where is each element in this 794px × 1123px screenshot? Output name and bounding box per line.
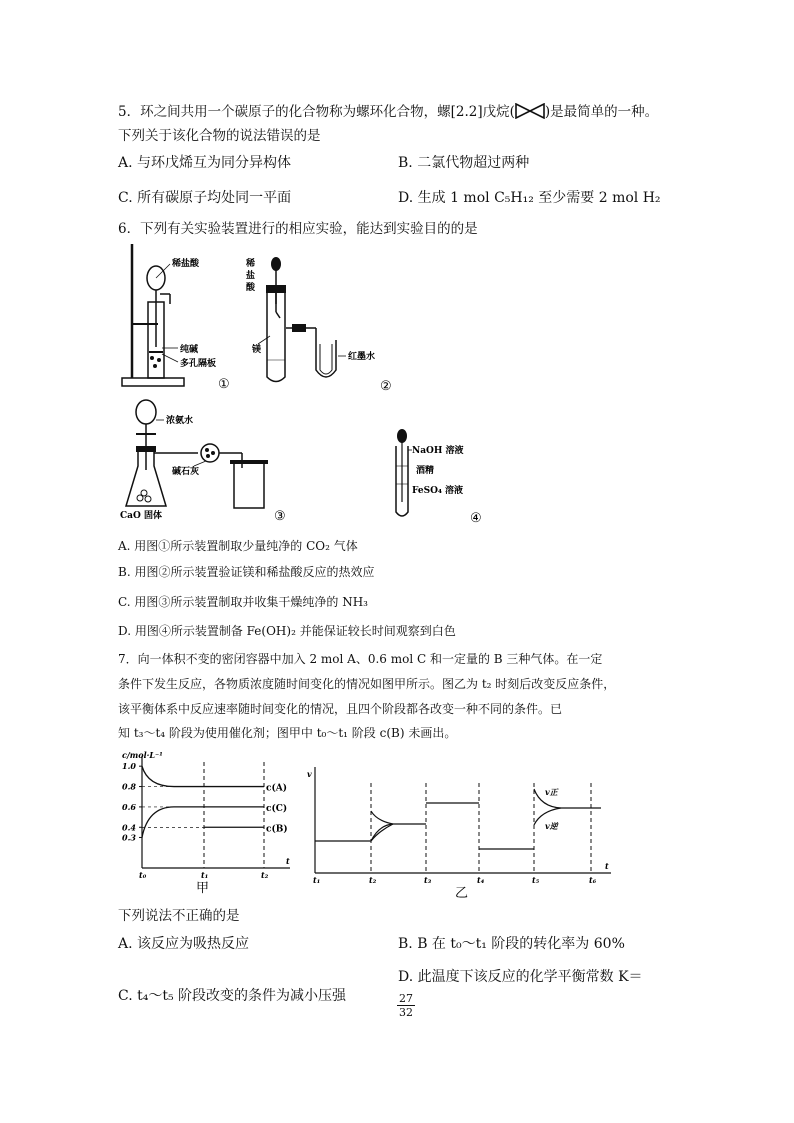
q7-option-d: D. 此温度下该反应的化学平衡常数 K＝ xyxy=(398,969,643,985)
apparatus-figure-3 xyxy=(118,398,298,524)
label-magnesium: 镁 xyxy=(252,345,262,355)
x-axis-label-t: t xyxy=(605,861,609,871)
q7-stem-line3: 该平衡体系中反应速率随时间变化的情况，且四个阶段都各改变一种不同的条件。已 xyxy=(118,702,563,716)
svg-text:盐: 盐 xyxy=(246,271,256,281)
q6-option-b: B. 用图②所示装置验证镁和稀盐酸反应的热效应 xyxy=(118,565,375,579)
y-axis-label: c/mol·L⁻¹ xyxy=(122,750,163,760)
y-axis-label-v: v xyxy=(307,769,312,779)
y-tick-label: 0.6 xyxy=(122,801,136,812)
x-tick-label: t₆ xyxy=(589,875,597,885)
figure-number-3: ③ xyxy=(274,509,286,524)
figure-number-4: ④ xyxy=(470,511,482,524)
svg-text:稀: 稀 xyxy=(246,259,256,269)
x-tick-label: t₄ xyxy=(477,875,485,885)
series-label: c(B) xyxy=(266,824,288,835)
label-conc-ammonia: 浓氨水 xyxy=(166,416,194,426)
x-tick-label: t₁ xyxy=(313,875,321,885)
label-v-forward: v正 xyxy=(545,787,558,797)
label-v-reverse: v逆 xyxy=(545,821,558,831)
y-tick-label: 0.8 xyxy=(122,781,136,792)
y-tick-label: 0.4 xyxy=(122,822,136,833)
q5-stem-line1: 5．环之间共用一个碳原子的化合物称为螺环化合物，螺[2.2]戊烷( )是最简单的一种。 xyxy=(118,104,659,120)
chart-title-yi: 乙 xyxy=(455,886,469,901)
figure-number-2: ② xyxy=(380,379,392,392)
x-tick-label: t₀ xyxy=(139,870,147,880)
label-red-ink: 红墨水 xyxy=(348,352,376,362)
x-axis-label: t xyxy=(286,856,290,866)
k-numerator: 27 xyxy=(399,992,413,1005)
x-tick-label: t₅ xyxy=(532,875,540,885)
q7-after-text: 下列说法不正确的是 xyxy=(118,908,240,924)
y-tick-label: 0.3 xyxy=(122,832,136,843)
series-line-c(C) xyxy=(142,807,264,838)
rate-curve-t2-lower xyxy=(371,824,393,841)
q7-stem-line4: 知 t₃～t₄ 阶段为使用催化剂；图甲中 t₀～t₁ 阶段 c(B) 未画出。 xyxy=(118,726,457,740)
x-tick-label: t₁ xyxy=(201,870,209,880)
chart-title-jia: 甲 xyxy=(196,881,210,896)
label-soda-lime: 碱石灰 xyxy=(172,467,200,477)
figure-number-1: ① xyxy=(218,377,230,392)
y-tick-label: 1.0 xyxy=(122,761,136,772)
q7-option-c: C. t₄～t₅ 阶段改变的条件为减小压强 xyxy=(118,988,347,1004)
x-tick-label: t₃ xyxy=(424,875,432,885)
q6-option-d: D. 用图④所示装置制备 Fe(OH)₂ 并能保证较长时间观察到白色 xyxy=(118,624,456,638)
apparatus-figure-1 xyxy=(118,242,238,392)
label-porous-plate: 多孔隔板 xyxy=(180,359,217,369)
svg-text:酸: 酸 xyxy=(246,283,256,293)
apparatus-figure-4 xyxy=(390,426,500,524)
series-label: c(A) xyxy=(266,783,287,794)
label-soda: 纯碱 xyxy=(180,345,199,355)
q5-option-c: C. 所有碳原子均处同一平面 xyxy=(118,190,292,206)
series-line-c(A) xyxy=(142,766,264,786)
q7-option-b: B. B 在 t₀～t₁ 阶段的转化率为 60% xyxy=(398,936,625,952)
q5-option-d: D. 生成 1 mol C₅H₁₂ 至少需要 2 mol H₂ xyxy=(398,190,661,206)
label-dilute-hcl: 稀盐酸 xyxy=(172,259,200,269)
apparatus-figure-2 xyxy=(240,252,400,392)
q6-option-a: A. 用图①所示装置制取少量纯净的 CO₂ 气体 xyxy=(118,539,358,553)
x-tick-label: t₂ xyxy=(261,870,269,880)
spiropentane-icon xyxy=(515,103,545,119)
q5-option-b: B. 二氯代物超过两种 xyxy=(398,155,530,171)
k-fraction xyxy=(397,992,415,1019)
chart-rate-time xyxy=(305,763,615,901)
x-tick-label: t₂ xyxy=(369,875,377,885)
label-naoh: NaOH 溶液 xyxy=(412,446,464,456)
label-feso4: FeSO₄ 溶液 xyxy=(412,486,464,496)
q5-option-a: A. 与环戊烯互为同分异构体 xyxy=(118,155,292,171)
q7-stem-line1: 7．向一体积不变的密闭容器中加入 2 mol A、0.6 mol C 和一定量的 B 三种气体。在一定 xyxy=(118,652,603,666)
label-alcohol: 酒精 xyxy=(416,466,435,476)
k-denominator: 32 xyxy=(399,1006,413,1019)
chart-concentration-time xyxy=(118,748,294,896)
q5-stem-line2: 下列关于该化合物的说法错误的是 xyxy=(118,128,321,144)
series-label: c(C) xyxy=(266,803,288,814)
q6-stem: 6．下列有关实验装置进行的相应实验，能达到实验目的的是 xyxy=(118,221,478,237)
q7-stem-line2: 条件下发生反应，各物质浓度随时间变化的情况如图甲所示。图乙为 t₂ 时刻后改变反应条件， xyxy=(118,677,616,691)
q6-option-c: C. 用图③所示装置制取并收集干燥纯净的 NH₃ xyxy=(118,595,368,609)
label-cao-solid: CaO 固体 xyxy=(120,511,162,521)
q7-option-a: A. 该反应为吸热反应 xyxy=(118,936,250,952)
